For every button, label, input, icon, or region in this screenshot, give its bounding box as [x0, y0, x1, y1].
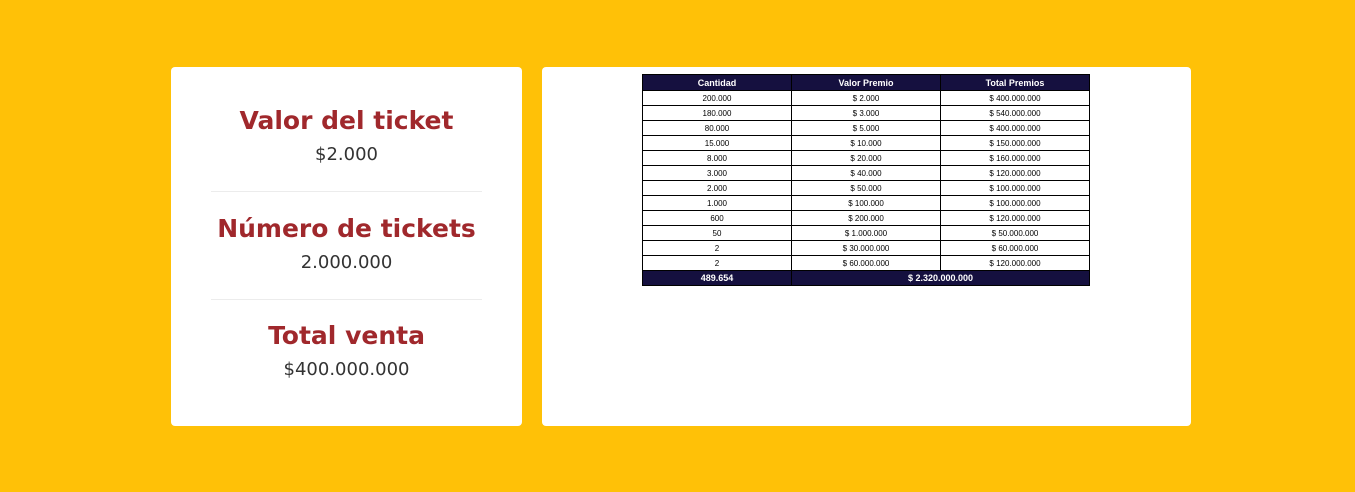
cell-prize-value: $ 10.000 — [792, 136, 941, 151]
cell-quantity: 2 — [643, 241, 792, 256]
cell-total-prizes: $ 120.000.000 — [941, 211, 1090, 226]
prize-table-card — [542, 67, 1191, 426]
table-row — [643, 136, 1090, 151]
cell-total-prizes: $ 540.000.000 — [941, 106, 1090, 121]
cell-total-prizes: $ 400.000.000 — [941, 91, 1090, 106]
cell-total-prizes: $ 400.000.000 — [941, 121, 1090, 136]
header-prize-value: Valor Premio — [792, 75, 941, 91]
total-amount: $ 2.320.000.000 — [792, 271, 1090, 286]
ticket-count-amount: 2.000.000 — [300, 252, 393, 273]
table-row — [643, 241, 1090, 256]
ticket-count-stat — [211, 213, 482, 275]
cell-prize-value: $ 30.000.000 — [792, 241, 941, 256]
cell-quantity: 180.000 — [643, 106, 792, 121]
ticket-value-title: Valor del ticket — [239, 106, 454, 135]
total-sales-amount: $400.000.000 — [283, 359, 410, 380]
prize-table — [642, 74, 1090, 286]
cell-prize-value: $ 20.000 — [792, 151, 941, 166]
table-row — [643, 166, 1090, 181]
cell-prize-value: $ 40.000 — [792, 166, 941, 181]
cell-prize-value: $ 2.000 — [792, 91, 941, 106]
cell-quantity: 3.000 — [643, 166, 792, 181]
cell-total-prizes: $ 160.000.000 — [941, 151, 1090, 166]
table-total-row — [643, 271, 1090, 286]
cell-prize-value: $ 100.000 — [792, 196, 941, 211]
total-sales-title: Total venta — [268, 321, 425, 350]
header-quantity: Cantidad — [643, 75, 792, 91]
cell-prize-value: $ 50.000 — [792, 181, 941, 196]
table-header-row — [643, 75, 1090, 91]
cell-total-prizes: $ 100.000.000 — [941, 196, 1090, 211]
cell-quantity: 80.000 — [643, 121, 792, 136]
table-row — [643, 226, 1090, 241]
total-quantity: 489.654 — [643, 271, 792, 286]
cell-total-prizes: $ 120.000.000 — [941, 166, 1090, 181]
cell-total-prizes: $ 100.000.000 — [941, 181, 1090, 196]
table-row — [643, 151, 1090, 166]
cell-quantity: 1.000 — [643, 196, 792, 211]
total-sales-stat — [211, 320, 482, 382]
table-row — [643, 256, 1090, 271]
cell-quantity: 2 — [643, 256, 792, 271]
cell-quantity: 8.000 — [643, 151, 792, 166]
cell-quantity: 2.000 — [643, 181, 792, 196]
cell-quantity: 50 — [643, 226, 792, 241]
ticket-value-stat — [211, 105, 482, 167]
cell-prize-value: $ 3.000 — [792, 106, 941, 121]
cell-total-prizes: $ 120.000.000 — [941, 256, 1090, 271]
table-row — [643, 121, 1090, 136]
table-row — [643, 211, 1090, 226]
cell-total-prizes: $ 150.000.000 — [941, 136, 1090, 151]
cell-prize-value: $ 1.000.000 — [792, 226, 941, 241]
summary-divider — [211, 191, 482, 192]
header-total-prizes: Total Premios — [941, 75, 1090, 91]
summary-divider — [211, 299, 482, 300]
ticket-summary-card — [171, 67, 522, 426]
table-row — [643, 91, 1090, 106]
cell-quantity: 200.000 — [643, 91, 792, 106]
ticket-count-title: Número de tickets — [217, 214, 476, 243]
table-row — [643, 106, 1090, 121]
cell-prize-value: $ 5.000 — [792, 121, 941, 136]
cell-quantity: 600 — [643, 211, 792, 226]
cell-total-prizes: $ 50.000.000 — [941, 226, 1090, 241]
table-row — [643, 181, 1090, 196]
ticket-value-amount: $2.000 — [315, 144, 378, 165]
table-row — [643, 196, 1090, 211]
cell-prize-value: $ 200.000 — [792, 211, 941, 226]
cell-total-prizes: $ 60.000.000 — [941, 241, 1090, 256]
cell-prize-value: $ 60.000.000 — [792, 256, 941, 271]
cell-quantity: 15.000 — [643, 136, 792, 151]
